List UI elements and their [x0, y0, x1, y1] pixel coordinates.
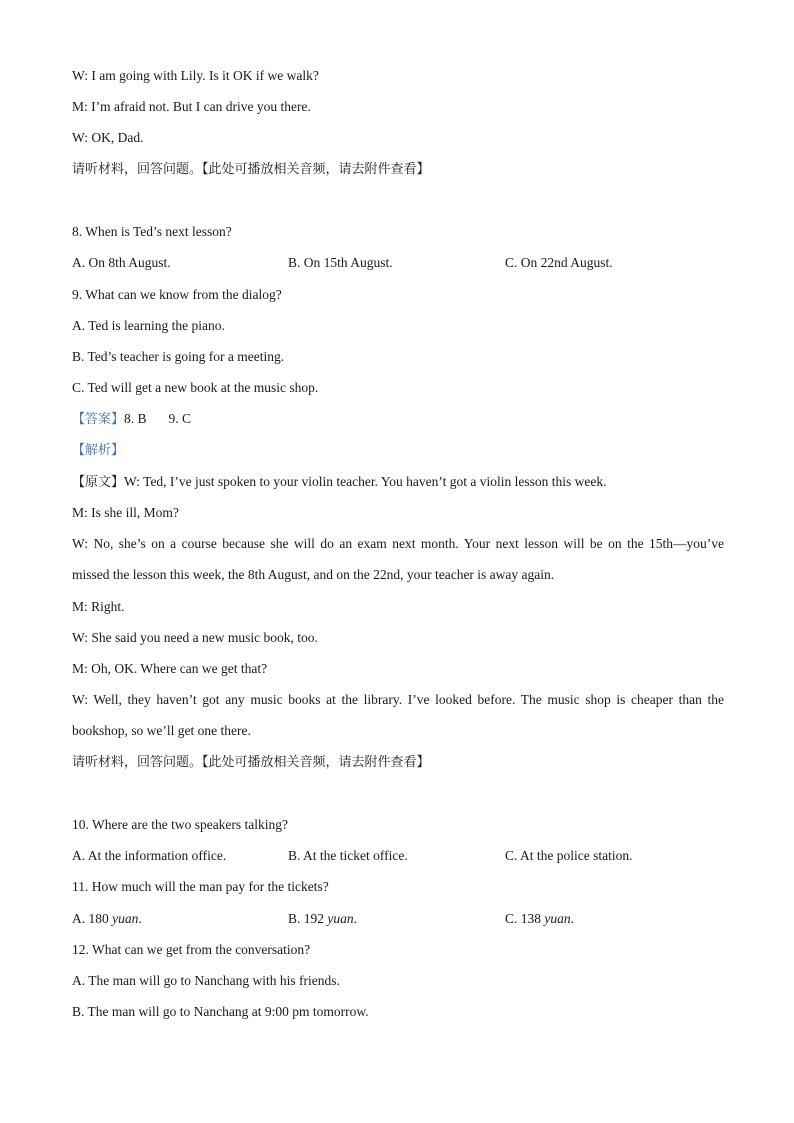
option-b: B. At the ticket office. — [288, 848, 408, 863]
transcript-line — [72, 473, 607, 492]
dialog-line: W: OK, Dad. — [72, 130, 144, 145]
transcript-line: missed the lesson this week, the 8th August, and on the 22nd, your teacher is away again. — [72, 567, 555, 582]
transcript-line: M: Oh, OK. Where can we get that? — [72, 661, 268, 676]
option-c: C. On 22nd August. — [505, 255, 613, 270]
original-label: 【原文】 — [72, 475, 125, 490]
answer-8: 8. B — [124, 411, 147, 426]
question-8-options — [72, 254, 724, 272]
option-c: C. 138 yuan. — [505, 911, 575, 926]
transcript-line: bookshop, so we’ll get one there. — [72, 723, 251, 738]
transcript-line: M: Is she ill, Mom? — [72, 505, 179, 520]
option-b: B. 192 yuan. — [288, 911, 358, 926]
option-a: A. At the information office. — [72, 848, 227, 863]
option-b: B. Ted’s teacher is going for a meeting. — [72, 349, 285, 364]
dialog-line: M: I’m afraid not. But I can drive you there. — [72, 99, 311, 114]
question-8: 8. When is Ted’s next lesson? — [72, 224, 232, 239]
option-c: C. Ted will get a new book at the music shop. — [72, 380, 319, 395]
question-12: 12. What can we get from the conversation? — [72, 942, 311, 957]
option-a: A. 180 yuan. — [72, 911, 142, 926]
listen-prompt: 请听材料，回答问题。【此处可播放相关音频，请去附件查看】 — [72, 755, 430, 770]
question-10-options — [72, 847, 724, 865]
answer-9: 9. C — [168, 411, 192, 426]
question-11: 11. How much will the man pay for the tickets? — [72, 879, 329, 894]
option-b: B. The man will go to Nanchang at 9:00 pm tomorrow. — [72, 1004, 369, 1019]
answer-row — [72, 410, 191, 429]
option-b: B. On 15th August. — [288, 255, 393, 270]
question-11-options — [72, 910, 724, 928]
option-a: A. The man will go to Nanchang with his friends. — [72, 973, 340, 988]
answer-label: 【答案】 — [72, 412, 125, 427]
option-a: A. On 8th August. — [72, 255, 171, 270]
transcript-line: W: No, she’s on a course because she will do an exam next month. Your next lesson will be on the 15th—you’ve — [72, 536, 724, 551]
transcript-text: W: Ted, I’ve just spoken to your violin teacher. You haven’t got a violin lesson this week. — [124, 474, 607, 489]
option-c: C. At the police station. — [505, 848, 633, 863]
transcript-line: M: Right. — [72, 599, 125, 614]
dialog-line: W: I am going with Lily. Is it OK if we walk? — [72, 68, 319, 83]
listen-prompt: 请听材料，回答问题。【此处可播放相关音频，请去附件查看】 — [72, 162, 430, 177]
question-9: 9. What can we know from the dialog? — [72, 287, 282, 302]
analysis-label: 【解析】 — [72, 443, 125, 458]
transcript-line: W: Well, they haven’t got any music books at the library. I’ve looked before. The music shop is cheaper than the — [72, 692, 724, 707]
transcript-line: W: She said you need a new music book, too. — [72, 630, 318, 645]
option-a: A. Ted is learning the piano. — [72, 318, 225, 333]
question-10: 10. Where are the two speakers talking? — [72, 817, 289, 832]
